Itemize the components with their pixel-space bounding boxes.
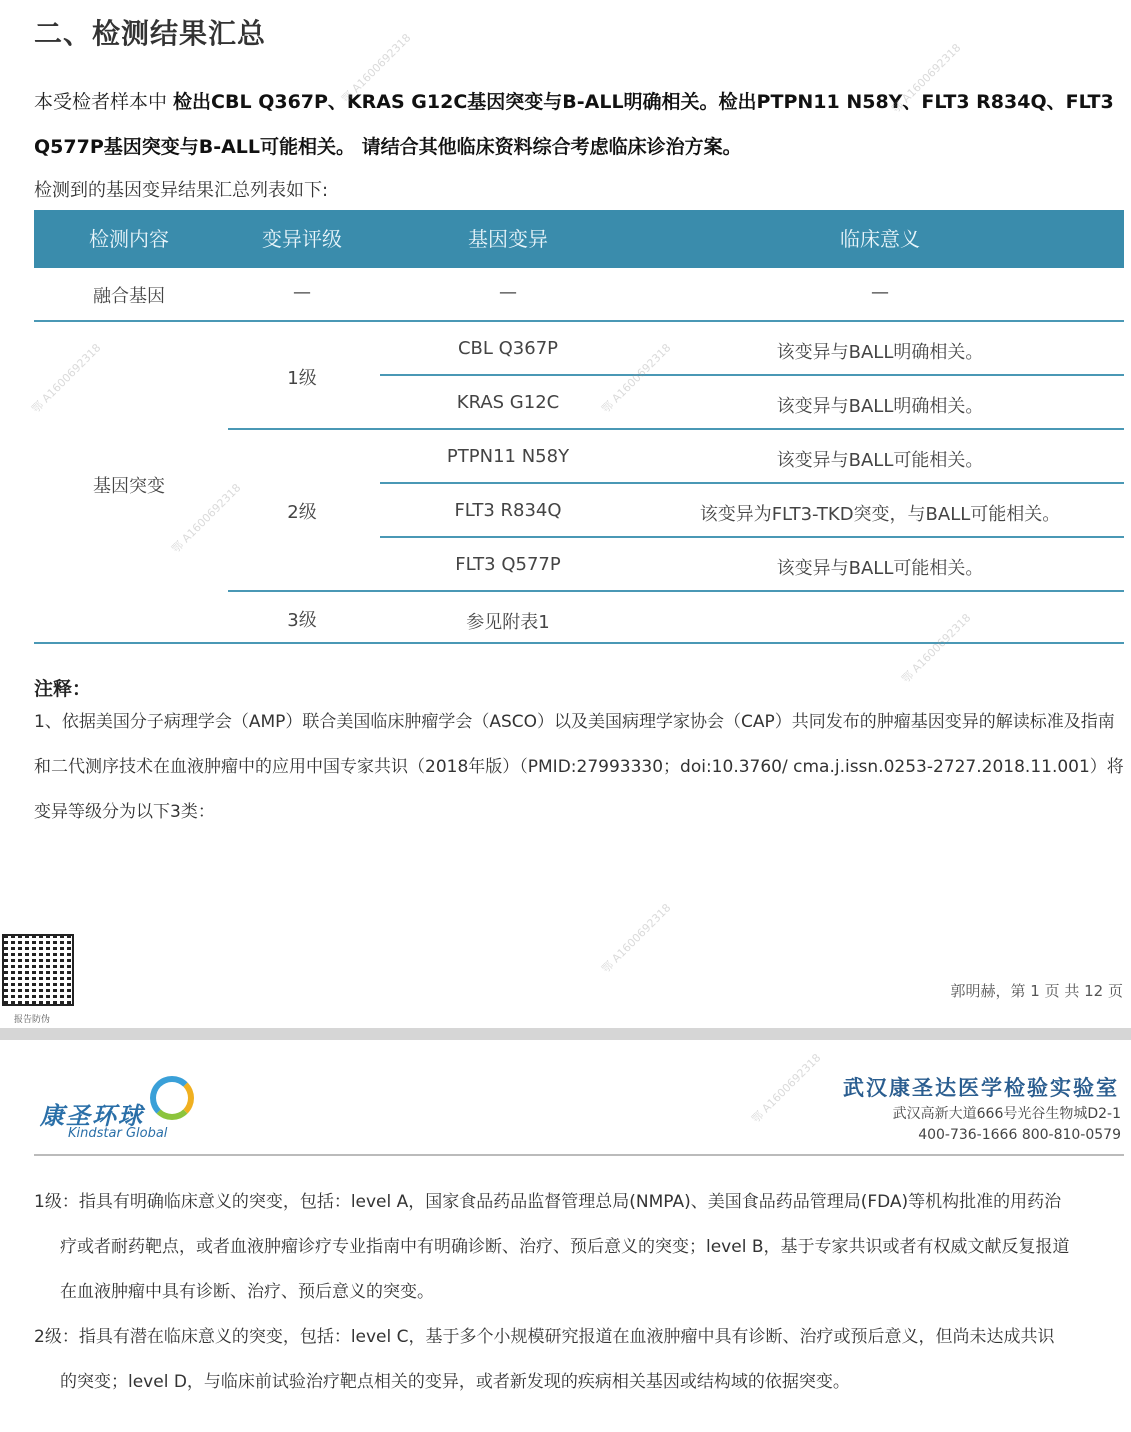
- page-separator: [0, 1028, 1131, 1040]
- notes-body: 1、依据美国分子病理学会（AMP）联合美国临床肿瘤学会（ASCO）以及美国病理学家协会（CAP）共同发布的肿瘤基因变异的解读标准及指南和二代测序技术在血液肿瘤中的应用中国专家共识（2018年版）（PMID:27993330；doi:10.3760/ cma.j.issn.0253-2727.2018.11.001）将变异等级分为以下3类：: [34, 712, 1124, 822]
- list-label: 检测到的基因变异结果汇总列表如下:: [34, 180, 329, 201]
- watermark: 鄂 A1600692318: [339, 31, 414, 106]
- watermark: 鄂 A1600692318: [599, 901, 674, 976]
- logo-text: 康圣环球: [40, 1102, 144, 1130]
- watermark: 鄂 A1600692318: [899, 611, 974, 686]
- row-divider: [228, 590, 1124, 592]
- level1-line: 疗或者耐药靶点，或者血液肿瘤诊疗专业指南中有明确诊断、治疗、预后意义的突变；level B，基于专家共识或者有权威文献反复报道: [60, 1237, 1070, 1257]
- variant-cell: CBL Q367P: [457, 338, 559, 359]
- qr-code[interactable]: [2, 934, 74, 1006]
- watermark: 鄂 A1600692318: [749, 1051, 824, 1126]
- mutation-content: 基因突变: [93, 476, 165, 497]
- header-meaning: 临床意义: [840, 227, 920, 251]
- grade-1: 1级: [287, 368, 317, 389]
- variant-cell: FLT3 Q577P: [455, 554, 561, 575]
- meaning-cell: 该变异与BALL明确相关。: [776, 342, 984, 363]
- fusion-content: 融合基因: [93, 286, 165, 307]
- row-divider: [34, 320, 1124, 322]
- summary-intro: 本受检者样本中: [34, 91, 174, 113]
- fusion-variant: —: [499, 282, 517, 303]
- row-divider: [380, 374, 1124, 376]
- lab-contact: [893, 1104, 1121, 1146]
- qr-label: 报告防伪: [14, 1015, 51, 1025]
- notes-title: 注释：: [34, 678, 92, 700]
- summary-paragraph: [34, 80, 1124, 170]
- level2-line: 2级：指具有潜在临床意义的突变，包括：level C，基于多个小规模研究报道在血液肿瘤中具有诊断、治疗或预后意义，但尚未达成共识: [34, 1327, 1055, 1347]
- level-definitions: [34, 1180, 1124, 1405]
- level1-line: 在血液肿瘤中具有诊断、治疗、预后意义的突变。: [60, 1282, 434, 1302]
- watermark: 鄂 A1600692318: [889, 41, 964, 116]
- meaning-cell: 该变异为FLT3-TKD突变，与BALL可能相关。: [699, 504, 1061, 525]
- variant-cell: KRAS G12C: [456, 392, 560, 413]
- level1-line: 1级：指具有明确临床意义的突变，包括：level A，国家食品药品监督管理总局(NMPA)、美国食品药品管理局(FDA)等机构批准的用药治: [34, 1192, 1062, 1212]
- variant-cell: FLT3 R834Q: [454, 500, 562, 521]
- page-footer: 郭明赫，第 1 页 共 12 页: [950, 982, 1123, 1000]
- variant-cell: PTPN11 N58Y: [446, 446, 570, 467]
- lab-phone: 400-736-1666 800-810-0579: [918, 1127, 1121, 1143]
- grade3-variant: 参见附表1: [466, 612, 550, 633]
- grade-3: 3级: [287, 610, 317, 631]
- meaning-cell: 该变异与BALL可能相关。: [776, 450, 984, 471]
- logo-subtext: Kindstar Global: [68, 1126, 168, 1141]
- lab-address: 武汉高新大道666号光谷生物城D2-1: [892, 1106, 1121, 1122]
- table-bottom-border: [34, 642, 1124, 644]
- fusion-meaning: —: [871, 282, 889, 303]
- row-divider: [228, 428, 1124, 430]
- row-divider: [380, 482, 1124, 484]
- lab-name: 武汉康圣达医学检验实验室: [843, 1075, 1119, 1100]
- section-title: 二、检测结果汇总: [34, 17, 267, 50]
- header-grade: 变异评级: [262, 227, 342, 251]
- meaning-cell: 该变异与BALL明确相关。: [776, 396, 984, 417]
- summary-findings: 检出CBL Q367P、KRAS G12C基因突变与B-ALL明确相关。检出PTPN11 N58Y、FLT3 R834Q、FLT3 Q577P基因突变与B-ALL可能相关。: [34, 91, 1114, 158]
- header-content: 检测内容: [89, 227, 169, 251]
- level2-line: 的突变；level D，与临床前试验治疗靶点相关的变异，或者新发现的疾病相关基因或结构域的依据突变。: [60, 1372, 850, 1392]
- meaning-cell: 该变异与BALL可能相关。: [776, 558, 984, 579]
- row-divider: [380, 536, 1124, 538]
- header-variant: 基因变异: [468, 227, 548, 251]
- watermark: 鄂 A1600692318: [29, 341, 104, 416]
- watermark: 鄂 A1600692318: [169, 481, 244, 556]
- header-divider: [34, 1154, 1124, 1156]
- fusion-grade: —: [293, 282, 311, 303]
- table-header: [34, 210, 1124, 268]
- watermark: 鄂 A1600692318: [599, 341, 674, 416]
- report-page-2: [0, 1040, 1131, 1432]
- logo-ring-icon: [150, 1076, 194, 1120]
- grade-2: 2级: [287, 502, 317, 523]
- summary-advice: 请结合其他临床资料综合考虑临床诊治方案。: [355, 136, 742, 158]
